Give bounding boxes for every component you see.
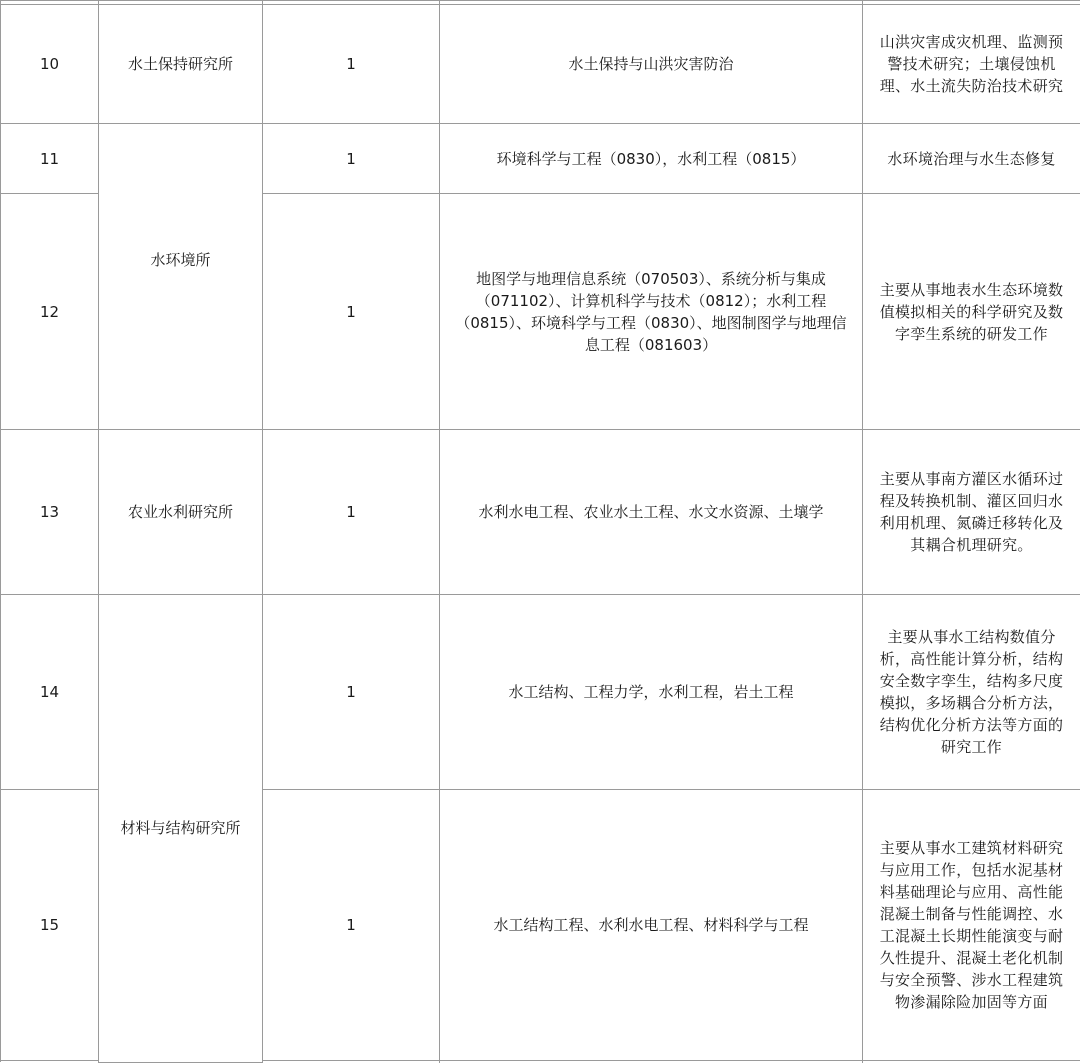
count-cell <box>263 5 440 124</box>
unit-cell <box>99 595 263 1063</box>
direction-text: 主要从事南方灌区水循环过程及转换机制、灌区回归水利用机理、氮磷迁移转化及其耦合机理研究。 <box>879 470 1064 554</box>
majors-cell <box>440 124 863 194</box>
hire-count: 1 <box>346 916 356 934</box>
count-cell <box>263 595 440 790</box>
seq-number: 12 <box>39 302 60 321</box>
direction-text: 主要从事地表水生态环境数值模拟相关的科学研究及数字孪生系统的研发工作 <box>879 280 1064 343</box>
seq-cell <box>1 595 99 790</box>
hire-count: 1 <box>346 149 356 168</box>
direction-cell <box>863 5 1080 124</box>
direction-cell <box>863 194 1080 430</box>
direction-text: 主要从事水工结构数值分析，高性能计算分析，结构安全数字孪生，结构多尺度模拟，多场耦合分析方法，结构优化分析方法等方面的研究工作 <box>879 628 1064 756</box>
seq-cell <box>1 194 99 430</box>
seq-cell <box>1 124 99 194</box>
majors-text: 水工结构工程、水利水电工程、材料科学与工程 <box>493 916 809 934</box>
seq-cell <box>1 430 99 595</box>
majors-cell <box>440 5 863 124</box>
majors-text: 水土保持与山洪灾害防治 <box>568 55 734 73</box>
majors-cell <box>440 194 863 430</box>
majors-cell <box>440 595 863 790</box>
unit-cell <box>99 430 263 595</box>
hire-count: 1 <box>346 55 356 73</box>
seq-number: 14 <box>39 683 60 701</box>
direction-text: 山洪灾害成灾机理、监测预警技术研究；土壤侵蚀机理、水土流失防治技术研究 <box>879 33 1064 95</box>
majors-text: 水利水电工程、农业水土工程、水文水资源、土壤学 <box>478 503 824 521</box>
direction-cell <box>863 124 1080 194</box>
seq-number: 10 <box>39 55 60 73</box>
count-cell <box>263 194 440 430</box>
unit-name: 水土保持研究所 <box>127 55 233 73</box>
seq-number: 15 <box>39 916 60 934</box>
direction-text: 主要从事水工建筑材料研究与应用工作，包括水泥基材料基础理论与应用、高性能混凝土制备与性能调控、水工混凝土长期性能演变与耐久性提升、混凝土老化机制与安全预警、涉水工程建筑物渗漏除险加固等方面 <box>879 839 1064 1011</box>
direction-cell <box>863 790 1080 1061</box>
direction-text: 水环境治理与水生态修复 <box>887 149 1056 168</box>
unit-cell <box>99 5 263 124</box>
hire-count: 1 <box>346 302 356 321</box>
unit-cell <box>99 124 263 430</box>
majors-text: 地图学与地理信息系统（070503）、系统分析与集成（071102）、计算机科学与技术（0812）；水利工程（0815）、环境科学与工程（0830）、地图制图学与地理信息工程（081603） <box>455 269 847 354</box>
majors-cell <box>440 430 863 595</box>
unit-name: 农业水利研究所 <box>127 503 233 521</box>
unit-name: 材料与结构研究所 <box>120 818 241 837</box>
seq-number: 13 <box>39 503 60 521</box>
seq-cell <box>1 5 99 124</box>
count-cell <box>263 430 440 595</box>
direction-cell <box>863 430 1080 595</box>
seq-number: 11 <box>39 149 60 168</box>
count-cell <box>263 124 440 194</box>
count-cell <box>263 790 440 1061</box>
hire-count: 1 <box>346 683 356 701</box>
direction-cell <box>863 595 1080 790</box>
majors-text: 水工结构、工程力学，水利工程，岩土工程 <box>508 683 794 701</box>
majors-text: 环境科学与工程（0830），水利工程（0815） <box>496 149 806 168</box>
unit-name: 水环境所 <box>150 250 211 269</box>
seq-cell <box>1 790 99 1061</box>
hire-count: 1 <box>346 503 356 521</box>
majors-cell <box>440 790 863 1061</box>
